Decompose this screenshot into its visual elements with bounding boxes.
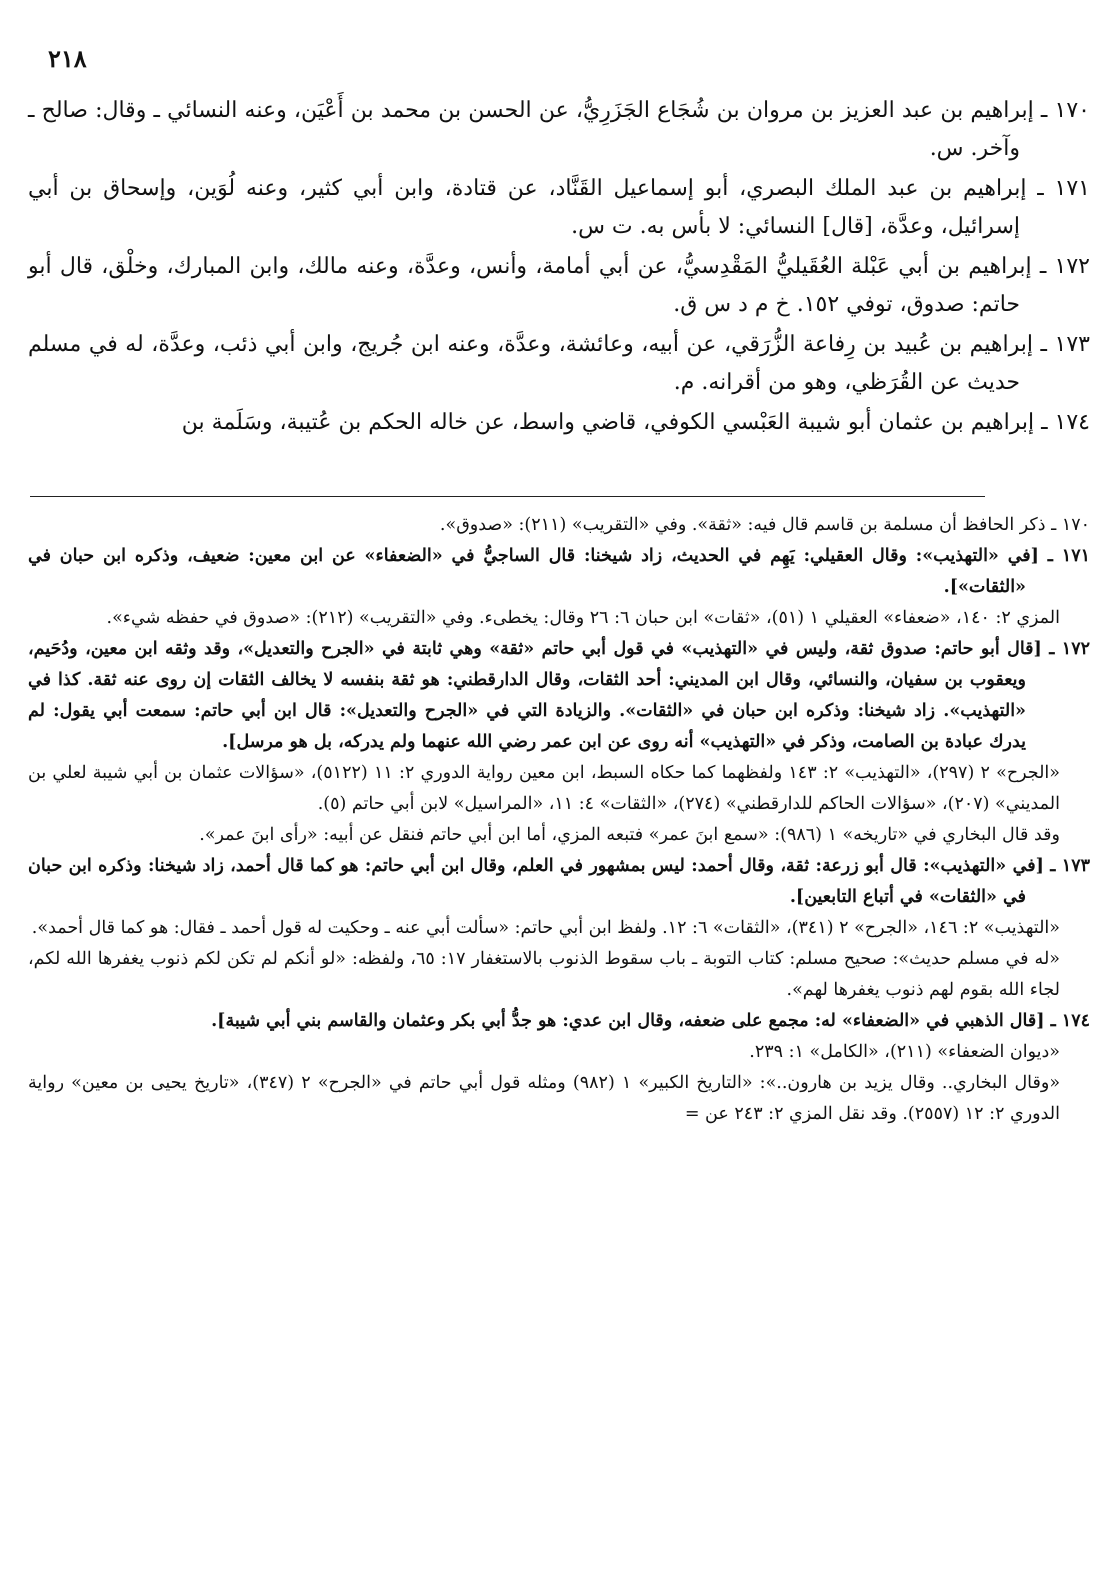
footnote-divider [30,496,985,497]
note-174-sources: «ديوان الضعفاء» (٢١١)، «الكامل» ١: ٢٣٩. [749,1042,1060,1062]
note-171: ١٧١ ـ [في «التهذيب»: وقال العقيلي: يَهِم في الحديث، زاد شيخنا: قال الساجيُّ في «الضعفاء» عن ابن معين: ضعيف، وذكره ابن حبان في «الثقات»]. [28,546,1090,597]
main-text [28,92,1090,444]
note-174: ١٧٤ ـ [قال الذهبي في «الضعفاء» له: مجمع على ضعفه، وقال ابن عدي: هو جدُّ أبي بكر وعثمان والقاسم بني أبي شيبة]. [211,1011,1090,1031]
note-173-muslim: «له في مسلم حديث»: صحيح مسلم: كتاب التوبة ـ باب سقوط الذنوب بالاستغفار ١٧: ٦٥، ولفظه: «لو أنكم لم تكن لكم ذنوب يغفرها الله لكم، لجاء الله بقوم لهم ذنوب يغفرها لهم». [28,949,1060,1000]
entry-172: ١٧٢ ـ إبراهيم بن أبي عَبْلة العُقَيليُّ المَقْدِسيُّ، عن أبي أمامة، وأنس، وعدَّة، وعنه مالك، وابن المبارك، وخلْق، قال أبو حاتم: صدوق، توفي ١٥٢. خ م د س ق. [28,254,1090,317]
page-number: ٢١٨ [48,44,87,73]
note-174-bukhari: «وقال البخاري.. وقال يزيد بن هارون..»: «التاريخ الكبير» ١ (٩٨٢) ومثله قول أبي حاتم في «الجرح» ٢ (٣٤٧)، «تاريخ يحيى بن معين» رواية الدوري ٢: ١٢ (٢٥٥٧). وقد نقل المزي ٢: ٢٤٣ عن = [28,1073,1061,1124]
entry-173: ١٧٣ ـ إبراهيم بن عُبيد بن رِفاعة الزُّرَقي، عن أبيه، وعائشة، وعدَّة، وعنه ابن جُريج، وابن أبي ذئب، وعدَّة، له في مسلم حديث عن القُرَظي، وهو من أقرانه. م. [28,332,1090,395]
entry-174: ١٧٤ ـ إبراهيم بن عثمان أبو شيبة العَبْسي الكوفي، قاضي واسط، عن خاله الحكم بن عُتيبة، وسَلَمة بن [181,410,1090,435]
note-172-bukhari: وقد قال البخاري في «تاريخه» ١ (٩٨٦): «سمع ابنَ عمر» فتبعه المزي، أما ابن أبي حاتم فنقل عن أبيه: «رأى ابنَ عمر». [199,825,1060,845]
entry-170: ١٧٠ ـ إبراهيم بن عبد العزيز بن مروان بن شُجَاع الجَزَرِيُّ، عن الحسن بن محمد بن أَعْيَن، وعنه النسائي ـ وقال: صالح ـ وآخر. س. [28,98,1090,161]
note-173-sources: «التهذيب» ٢: ١٤٦، «الجرح» ٢ (٣٤١)، «الثقات» ٦: ١٢. ولفظ ابن أبي حاتم: «سألت أبي عنه ـ وحكيت له قول أحمد ـ فقال: هو كما قال أحمد». [31,918,1060,938]
note-172-sources: «الجرح» ٢ (٢٩٧)، «التهذيب» ٢: ١٤٣ ولفظهما كما حكاه السبط، ابن معين رواية الدوري ٢: ١١ (٥١٢٢)، «سؤالات عثمان بن أبي شيبة لعلي بن المديني» (٢٠٧)، «سؤالات الحاكم للدارقطني» (٢٧٤)، «الثقات» ٤: ١١، «المراسيل» لابن أبي حاتم (٥). [28,763,1061,814]
entry-171: ١٧١ ـ إبراهيم بن عبد الملك البصري، أبو إسماعيل القَنَّاد، عن قتادة، وابن أبي كثير، وعنه لُوَين، وإسحاق بن أبي إسرائيل، وعدَّة، [قال] النسائي: لا بأس به. ت س. [28,176,1090,239]
note-171-sources: المزي ٢: ١٤٠، «ضعفاء» العقيلي ١ (٥١)، «ثقات» ابن حبان ٦: ٢٦ وقال: يخطىء. وفي «التقريب» (٢١٢): «صدوق في حفظه شيء». [106,608,1060,628]
note-173: ١٧٣ ـ [في «التهذيب»: قال أبو زرعة: ثقة، وقال أحمد: ليس بمشهور في العلم، وقال ابن أبي حاتم: هو كما قال أحمد، زاد شيخنا: وذكره ابن حبان في «الثقات» في أتباع التابعين]. [28,856,1090,907]
footnotes [28,510,1090,1130]
note-172: ١٧٢ ـ [قال أبو حاتم: صدوق ثقة، وليس في «التهذيب» في قول أبي حاتم «ثقة» وهي ثابتة في «الجرح والتعديل»، وقد وثقه ابن معين، ودُحَيم، ويعقوب بن سفيان، والنسائي، وقال ابن المديني: أحد الثقات، وقال الدارقطني: هو ثقة بنفسه لا يخالف الثقات إن روى عنه ثقة. كذا في «التهذيب». زاد شيخنا: وذكره ابن حبان في «الثقات». والزيادة التي في «الجرح والتعديل»: قال ابن أبي حاتم: سمعت أبي يقول: لم يدرك عبادة بن الصامت، وذكر في «التهذيب» أنه روى عن ابن عمر رضي الله عنهما ولم يدركه، بل هو مرسل]. [28,639,1090,752]
note-170: ١٧٠ ـ ذكر الحافظ أن مسلمة بن قاسم قال فيه: «ثقة». وفي «التقريب» (٢١١): «صدوق». [439,515,1090,535]
